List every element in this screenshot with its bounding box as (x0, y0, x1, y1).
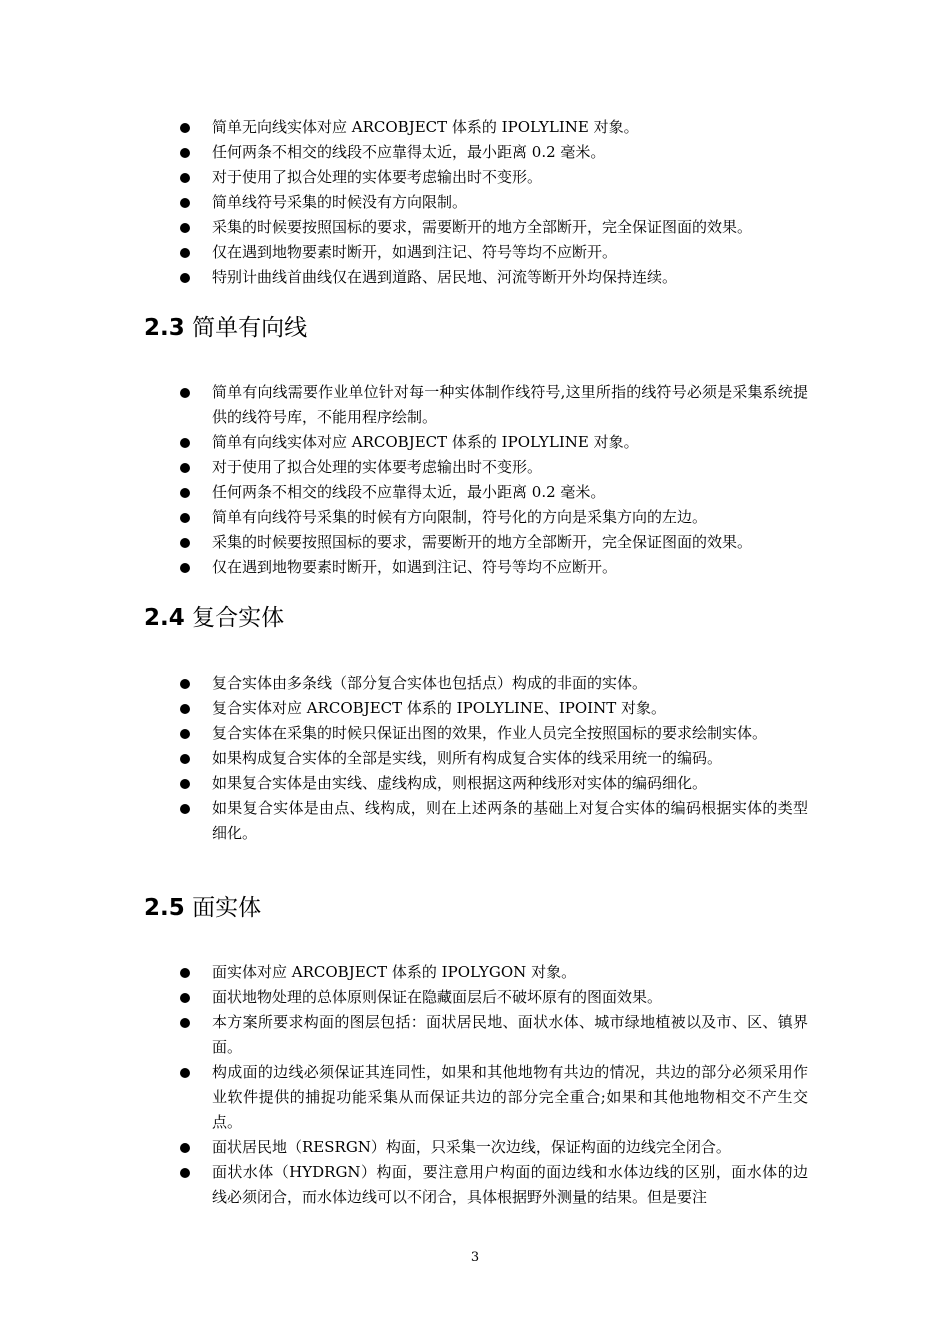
section-heading-2-3: 2.3 简单有向线 (144, 315, 308, 341)
list-item: 面实体对应 ARCOBJECT 体系的 IPOLYGON 对象。 (0, 960, 808, 985)
list-item: 对于使用了拟合处理的实体要考虑输出时不变形。 (0, 165, 808, 190)
bullet-icon (180, 438, 190, 448)
bullet-icon (180, 968, 190, 978)
list-item: 面状地物处理的总体原则保证在隐藏面层后不破坏原有的图面效果。 (0, 985, 808, 1010)
list-item: 简单有向线符号采集的时候有方向限制，符号化的方向是采集方向的左边。 (0, 505, 808, 530)
bullet-icon (180, 993, 190, 1003)
list-item: 构成面的边线必须保证其连同性，如果和其他地物有共边的情况，共边的部分必须采用作业软件提供的捕捉功能采集从而保证共边的部分完全重合;如果和其他地物相交不产生交点。 (0, 1060, 808, 1135)
bullet-icon (180, 173, 190, 183)
bullet-icon (180, 729, 190, 739)
list-item: 如果复合实体是由点、线构成，则在上述两条的基础上对复合实体的编码根据实体的类型细化。 (0, 796, 808, 846)
bullet-icon (180, 804, 190, 814)
bullet-list-2-5 (0, 960, 950, 1210)
bullet-icon (180, 463, 190, 473)
list-item: 任何两条不相交的线段不应靠得太近，最小距离 0.2 毫米。 (0, 480, 808, 505)
list-item: 仅在遇到地物要素时断开，如遇到注记、符号等均不应断开。 (0, 555, 808, 580)
bullet-icon (180, 704, 190, 714)
bullet-icon (180, 1068, 190, 1078)
section-heading-2-5: 2.5 面实体 (144, 895, 262, 921)
list-item: 本方案所要求构面的图层包括：面状居民地、面状水体、城市绿地植被以及市、区、镇界面。 (0, 1010, 808, 1060)
bullet-icon (180, 488, 190, 498)
bullet-icon (180, 148, 190, 158)
list-item: 简单线符号采集的时候没有方向限制。 (0, 190, 808, 215)
bullet-icon (180, 273, 190, 283)
list-item: 简单无向线实体对应 ARCOBJECT 体系的 IPOLYLINE 对象。 (0, 115, 808, 140)
bullet-icon (180, 1143, 190, 1153)
bullet-icon (180, 1018, 190, 1028)
bullet-icon (180, 1168, 190, 1178)
section-heading-2-4: 2.4 复合实体 (144, 605, 285, 631)
list-item: 简单有向线需要作业单位针对每一种实体制作线符号,这里所指的线符号必须是采集系统提供的线符号库，不能用程序绘制。 (0, 380, 808, 430)
list-item: 如果构成复合实体的全部是实线，则所有构成复合实体的线采用统一的编码。 (0, 746, 808, 771)
bullet-list-2-4 (0, 671, 950, 846)
bullet-icon (180, 563, 190, 573)
list-item: 采集的时候要按照国标的要求，需要断开的地方全部断开，完全保证图面的效果。 (0, 530, 808, 555)
list-item: 面状居民地（RESRGN）构面，只采集一次边线，保证构面的边线完全闭合。 (0, 1135, 808, 1160)
bullet-icon (180, 679, 190, 689)
list-item: 简单有向线实体对应 ARCOBJECT 体系的 IPOLYLINE 对象。 (0, 430, 808, 455)
list-item: 特别计曲线首曲线仅在遇到道路、居民地、河流等断开外均保持连续。 (0, 265, 808, 290)
list-item: 面状水体（HYDRGN）构面，要注意用户构面的面边线和水体边线的区别，面水体的边线必须闭合，而水体边线可以不闭合，具体根据野外测量的结果。但是要注 (0, 1160, 808, 1210)
bullet-icon (180, 513, 190, 523)
list-item: 采集的时候要按照国标的要求，需要断开的地方全部断开，完全保证图面的效果。 (0, 215, 808, 240)
list-item: 复合实体在采集的时候只保证出图的效果，作业人员完全按照国标的要求绘制实体。 (0, 721, 808, 746)
bullet-icon (180, 123, 190, 133)
bullet-icon (180, 198, 190, 208)
bullet-list-2-3 (0, 380, 950, 580)
page-number: 3 (470, 1250, 480, 1265)
list-item: 仅在遇到地物要素时断开，如遇到注记、符号等均不应断开。 (0, 240, 808, 265)
bullet-icon (180, 248, 190, 258)
bullet-icon (180, 388, 190, 398)
list-item: 对于使用了拟合处理的实体要考虑输出时不变形。 (0, 455, 808, 480)
bullet-list-top (0, 115, 950, 290)
bullet-icon (180, 538, 190, 548)
list-item: 任何两条不相交的线段不应靠得太近，最小距离 0.2 毫米。 (0, 140, 808, 165)
bullet-icon (180, 754, 190, 764)
bullet-icon (180, 779, 190, 789)
bullet-icon (180, 223, 190, 233)
list-item: 复合实体由多条线（部分复合实体也包括点）构成的非面的实体。 (0, 671, 808, 696)
list-item: 复合实体对应 ARCOBJECT 体系的 IPOLYLINE、IPOINT 对象。 (0, 696, 808, 721)
list-item: 如果复合实体是由实线、虚线构成，则根据这两种线形对实体的编码细化。 (0, 771, 808, 796)
